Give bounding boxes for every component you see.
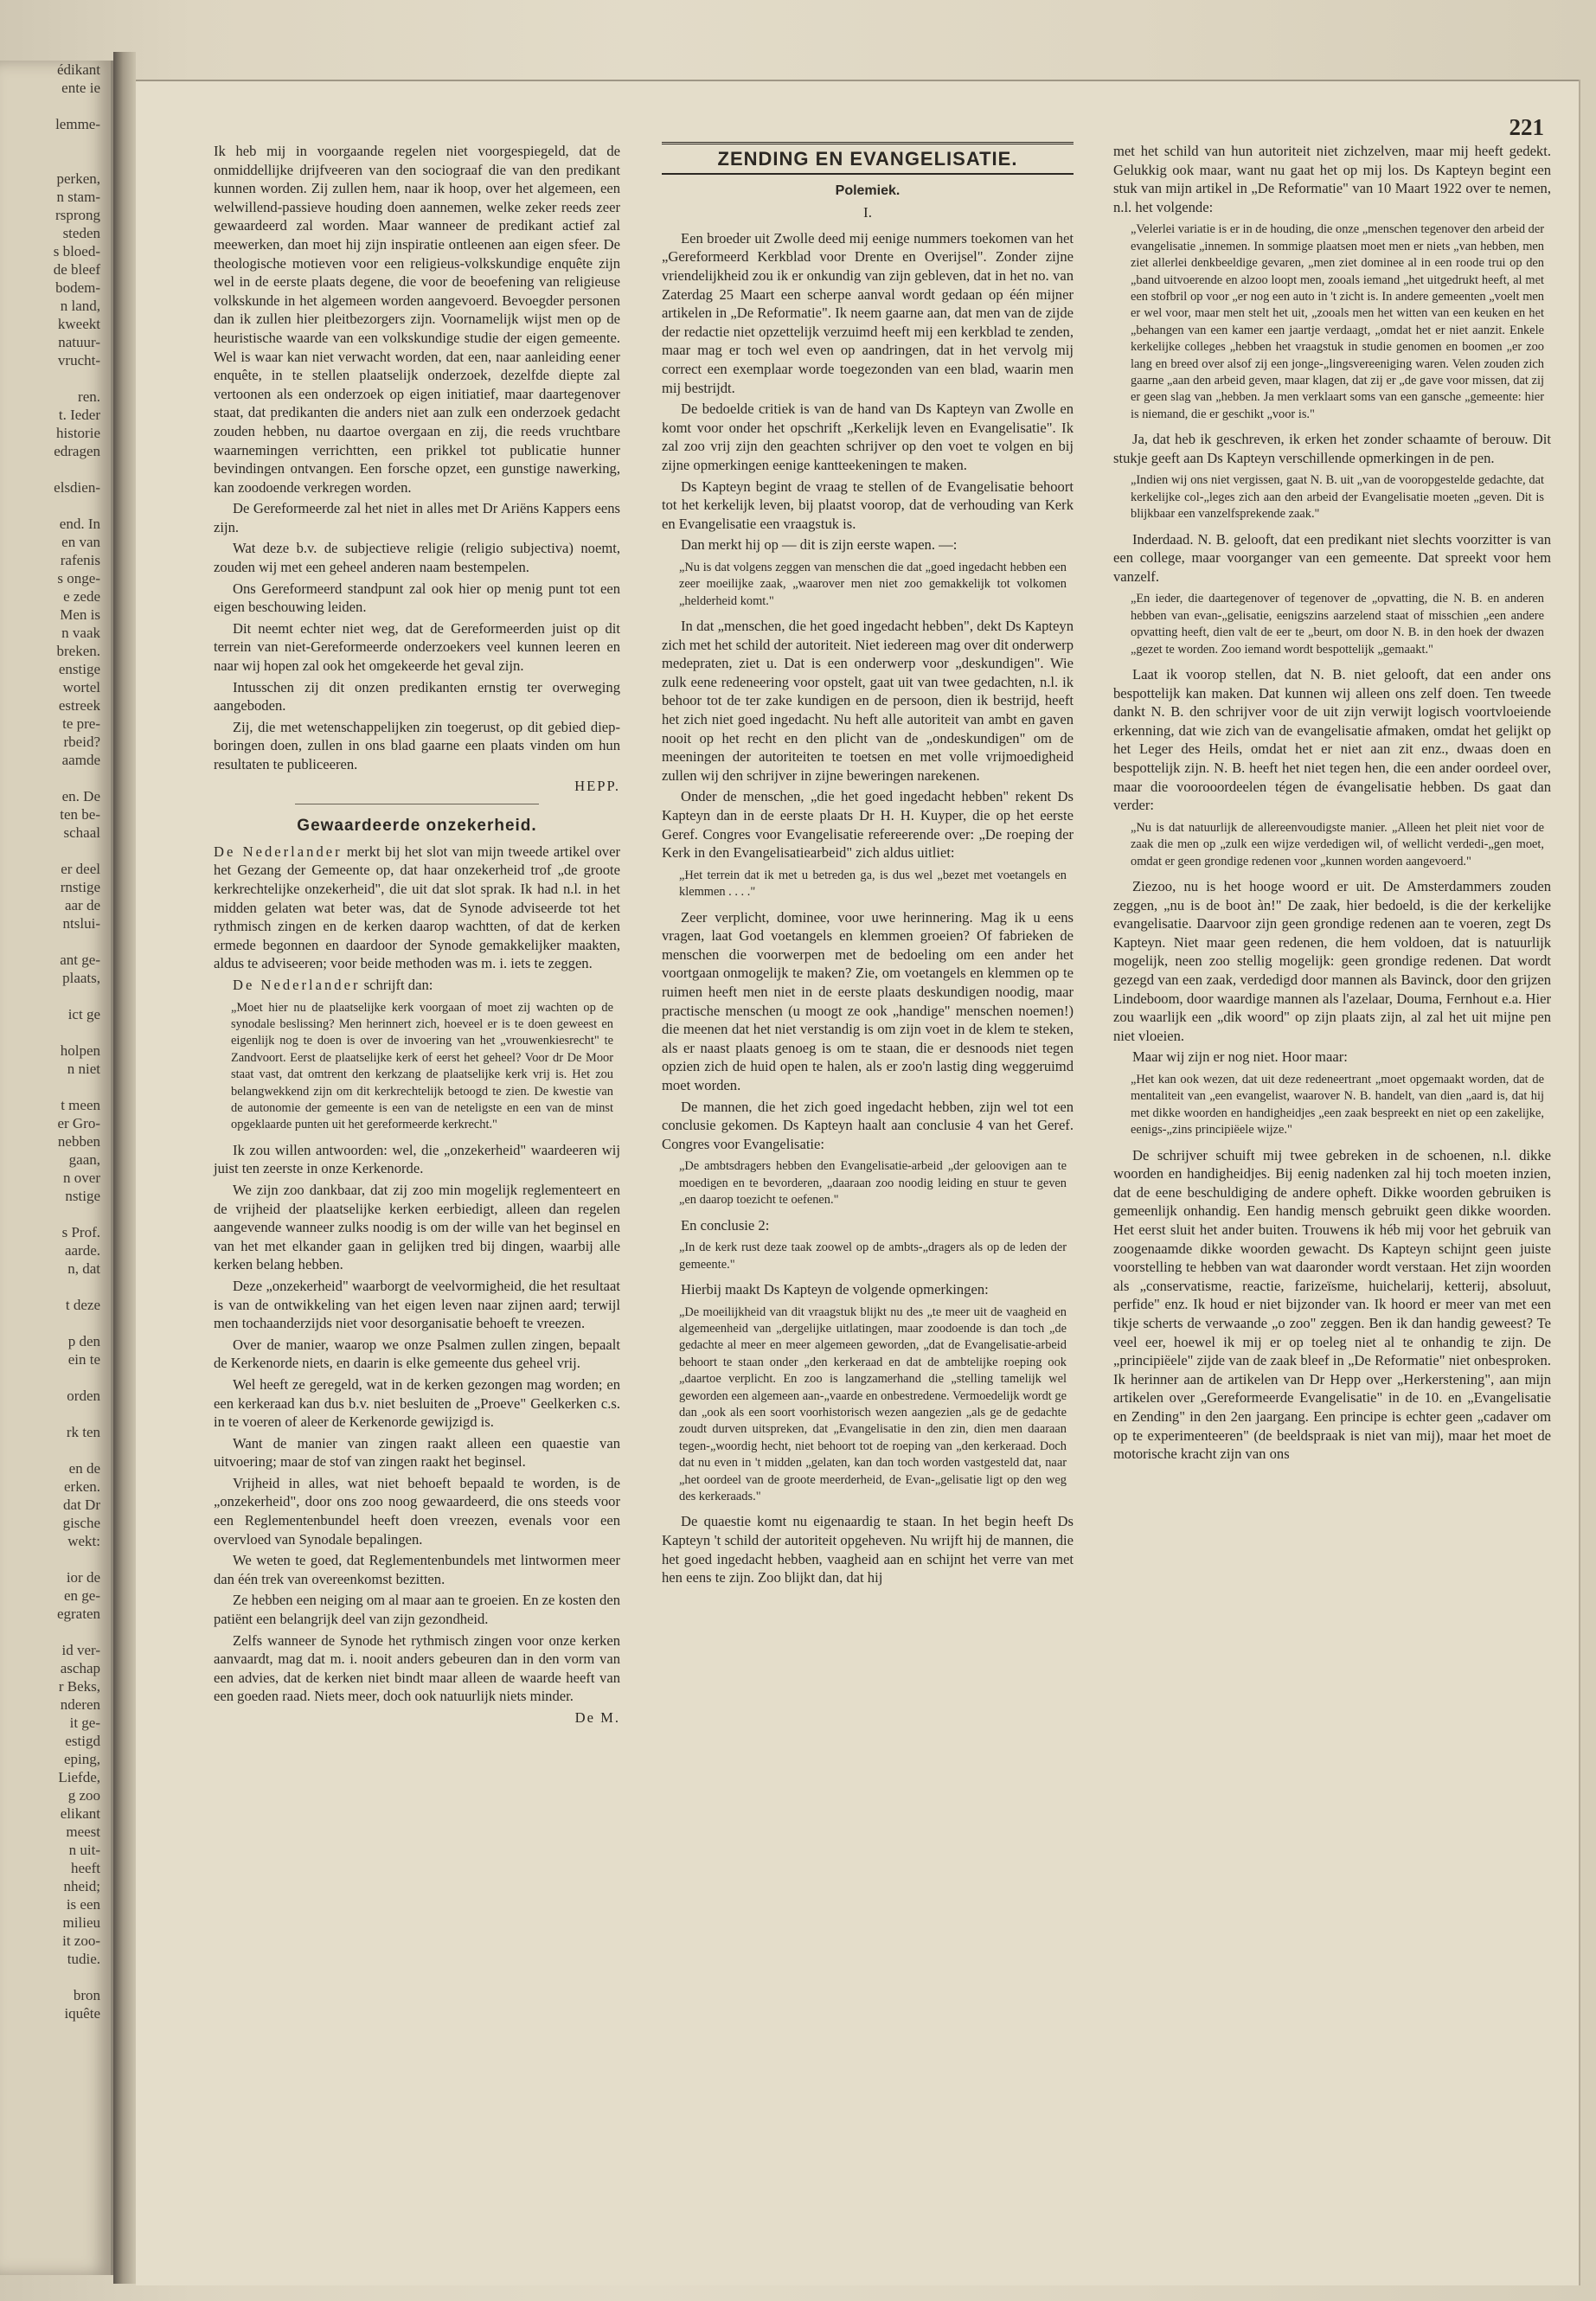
previous-page-fragment: [0, 1078, 111, 1096]
previous-page-fragment: n, dat: [67, 1260, 100, 1277]
previous-page-fragment: rnstige: [60, 879, 100, 895]
paragraph: Zeer verplicht, dominee, voor uwe herinnering. Mag ik u eens vragen, laat God voetangels en klemmen groeien? Of fabrieken de menschen die voorwerpen met de bedoeling om een ander het voortgaan onmogelijk te maken? Zie, om voetangels en klemmen op te ruimen heeft men niet in de eerste plaats deskundigen noodig, maar practische menschen (u moogt ze ook „handige" menschen noemen!) die meenen dat het niet verstandig is om zijn voet in de klem te steken, als er naast plaats genoeg is om te staan, die er desnoods niet tegen opzien zich de huid open te halen, als er zoo'n lastig ding weggeruimd moet worden.: [662, 908, 1074, 1093]
page-number: 221: [1509, 114, 1544, 140]
paragraph: Dit neemt echter niet weg, dat de Gereformeerden juist op dit terrein van niet-Gereformeerde onderzoekers veel kunnen leeren en naar wij hopen zal ook het omgekeerde het geval zijn.: [214, 619, 620, 675]
section-banner: ZENDING EN EVANGELISATIE.: [662, 142, 1074, 175]
previous-page-fragment: estigd: [65, 1733, 100, 1749]
previous-page-fragment: rk ten: [66, 1424, 100, 1440]
previous-page-fragment: t deze: [65, 1297, 100, 1313]
previous-page-fragment: vrucht-: [57, 352, 100, 369]
quote: „Indien wij ons niet vergissen, gaat N. B. uit „van de vooropgestelde gedachte, dat kerkelijke col-„leges zich aan den arbeid der Evangelisatie moeten „geven. Dit is blijkbaar een vanzelfsprekende zaak.": [1131, 473, 1544, 522]
paragraph: Want de manier van zingen raakt alleen een quaestie van uitvoering; maar de stof van zingen raakt het beginsel.: [214, 1434, 620, 1471]
previous-page-fragment: nebben: [57, 1133, 100, 1150]
previous-page-fragment: rbeid?: [63, 734, 100, 750]
paragraph: We zijn zoo dankbaar, dat zij zoo min mogelijk reglementeert en de vrijheid der plaatselijke kerken eerbiedigt, alleen dan regelen aangevende wanneer zulks noodig is om der wille van het beginsel en van het met elkander gaan in gelijken tred bij dingen, waarbij alle kerken belang hebben.: [214, 1181, 620, 1273]
paragraph: Zij, die met wetenschappelijken zin toegerust, op dit gebied diep-boringen doen, zullen in ons blad gaarne een plaats vinden om hun resultaten te publiceeren.: [214, 718, 620, 772]
article-subtitle: Polemiek.: [835, 183, 901, 198]
previous-page-fragment: [0, 842, 111, 860]
previous-page-fragment: edragen: [54, 443, 100, 459]
paragraph: Ze hebben een neiging om al maar aan te groeien. En ze kosten den patiënt een belangrijk deel van zijn gezondheid.: [214, 1592, 620, 1628]
paragraph: De quaestie komt nu eigenaardig te staan. In het begin heeft Ds Kapteyn 't schild der autoriteit opgeheven. Nu wrijft hij de mannen, die het goed ingedacht hebben, vaagheid aan en schijnt het verre van met hen eens te zijn. Zoo blijkt dan, dat hij: [662, 1513, 1074, 1586]
previous-page-fragment: it ge-: [69, 1715, 100, 1731]
previous-page-fragment: schaal: [63, 824, 100, 841]
previous-page-fragment: s Prof.: [61, 1224, 100, 1240]
previous-page-fragment: wekt:: [67, 1533, 100, 1549]
quote: „Het kan ook wezen, dat uit deze redeneertrant „moet opgemaakt worden, dat de mentaliteit van „een evangelist, waarover N. B. handelt, van dien „aard is, dat hij met dikke woorden en handigheidjes „een zaak bespreekt en niet op een zakelijke, eenigs-„zins principiëele wijze.": [1131, 1072, 1544, 1138]
previous-page-fragment: n niet: [67, 1061, 100, 1077]
previous-page-fragment: tudie.: [67, 1951, 100, 1967]
column-right: [1113, 142, 1551, 1466]
previous-page-fragment: er Gro-: [57, 1115, 100, 1131]
previous-page-fragment: milieu: [62, 1914, 100, 1931]
previous-page-fragment: gische: [62, 1515, 100, 1531]
previous-page-fragment: [0, 1368, 111, 1387]
signature: De M.: [574, 1709, 620, 1726]
previous-page-fragment: holpen: [60, 1042, 100, 1059]
previous-page-fragment: iquête: [64, 2005, 100, 2022]
previous-page-fragment: it zoo-: [62, 1932, 100, 1949]
previous-page-fragment: kweekt: [57, 316, 100, 332]
previous-page-fragment: egraten: [56, 1606, 100, 1622]
previous-page-fragment: [0, 97, 111, 115]
quote: „En ieder, die daartegenover of tegenover de „opvatting, die N. B. en anderen hebben van evan-„gelisatie, eenigszins aarzelend staat of misschien „een andere opvatting heeft, dien valt de eer te „beurt, om door N. B. in den hoek der dwazen „gezet te worden. Zoo iemand wordt bespottelijk „gemaakt.": [1131, 592, 1544, 657]
previous-page-fragment: [0, 1441, 111, 1459]
previous-page-fragment: enstige: [58, 661, 100, 677]
previous-page-fragment: estreek: [58, 697, 100, 714]
previous-page-fragment: [0, 769, 111, 787]
previous-page-fragment: aamde: [61, 752, 100, 768]
previous-page-fragment: heeft: [71, 1860, 100, 1876]
previous-page-fragment: Liefde,: [58, 1769, 100, 1785]
previous-page-fragment: e zede: [63, 588, 100, 605]
previous-page-fragment: elsdien-: [54, 479, 100, 496]
previous-page-fragment: en. De: [61, 788, 100, 804]
previous-page-fragment: perken,: [56, 170, 100, 187]
previous-page-fragment: ren.: [78, 388, 100, 405]
paragraph: Inderdaad. N. B. gelooft, dat een predikant niet slechts voorzitter is van een college, maar voorganger van een gemeente. Dat spreekt voor hem vanzelf.: [1113, 530, 1551, 585]
previous-page-fragment: rafenis: [60, 552, 100, 568]
previous-page-fragment: n vaak: [61, 625, 100, 641]
previous-page-fragment: end. In: [59, 516, 100, 532]
newspaper-name: De Nederlander: [233, 976, 361, 993]
paragraph-text: schrijft dan:: [360, 976, 433, 993]
previous-page-fragment: te pre-: [62, 715, 100, 732]
previous-page-fragment: en de: [68, 1460, 100, 1477]
previous-page-fragment: ten be-: [60, 806, 100, 823]
paragraph: Ds Kapteyn begint de vraag te stellen of de Evangelisatie behoort tot het kerkelijk leven, bij plaatst voorop, dat de verhouding van Kerk en Evangelisatie een vraagstuk is.: [662, 478, 1074, 532]
paragraph: Ja, dat heb ik geschreven, ik erken het zonder schaamte of berouw. Dit stukje geeft aan Ds Kapteyn verschillende opmerkingen in de pen.: [1113, 431, 1551, 466]
previous-page-fragment: aarde.: [64, 1242, 100, 1259]
paragraph: We weten te goed, dat Reglementenbundels met lintwormen meer dan één trek van overeenkomst bezitten.: [214, 1552, 620, 1587]
previous-page-fragment: n land,: [60, 298, 100, 314]
paragraph: Deze „onzekerheid" waarborgt de veelvormigheid, die het resultaat is van de ontwikkeling van het eigen leven naar zijnen aard; terwijl men tochaanderzijds niet voor desorganisatie behoeft te vreezen.: [214, 1277, 620, 1332]
previous-page-fragment: historie: [56, 425, 100, 441]
paragraph: De mannen, die het zich goed ingedacht hebben, zijn wel tot een conclusie gekomen. Ds Kapteyn haalt aan conclusie 4 van het Geref. Congres voor Evangelisatie:: [662, 1098, 1074, 1152]
previous-page-fragment: [0, 133, 111, 151]
previous-page-fragment: plaats,: [62, 970, 100, 986]
previous-page-fragment: [0, 1278, 111, 1296]
paragraph: Laat ik voorop stellen, dat N. B. niet gelooft, dat een ander ons bespottelijk kan maken. Dat kunnen wij alleen ons zelf doen. Ten tweede dankt N. B. den schrijver voor de uit zijn verwijt logisch voortvloeiende erkenning, dat wie zich van de evangelisatie afmaken, omdat het gelijkt op het Leger des Heils, omdat het er niet aan zit enz., dwaas doen en bespottelijk zijn. N. B. heeft het niet tegen hen, die een ander oordeel over, maar die voorooordeelen tégen de évangelisatie hebben. Ds gaat dan verder:: [1113, 666, 1551, 814]
previous-page-fragment: n over: [63, 1170, 100, 1186]
quote: „Moet hier nu de plaatselijke kerk voorgaan of moet zij wachten op de synodale beslissing? Men herinnert zich, hoeveel er is te doen geweest en eigenlijk nog te doen is over de invoering van het „vrouwenkiesrecht" te Zandvoort. Eerst de plaatselijke kerk of eerst het geheel? Voor dr De Moor staat vast, dat omtrent den kerkzang de plaatselijke kerk vrij is. Het zou belangwekkend zijn om dit kerkrechtelijk betoogd te zien. De kwestie van de autonomie der gemeente is een van de neteligste en een van de minst opgeklaarde punten uit het gereformeerde kerkrecht.": [231, 1000, 613, 1132]
article-title: Gewaardeerde onzekerheid.: [297, 817, 537, 836]
paragraph: met het schild van hun autoriteit niet zichzelven, maar mij heeft gedekt. Gelukkig ook maar, want nu gaat het op mij los. Ds Kapteyn begint een stuk van mijn artikel in „De Reformatie" van 10 Maart 1922 over te nemen, n.l. het volgende:: [1113, 143, 1551, 215]
paragraph: Maar wij zijn er nog niet. Hoor maar:: [1132, 1048, 1348, 1066]
paragraph: Wel heeft ze geregeld, wat in de kerken gezongen mag worden; en een kerkeraad kan dus b.v. niet besluiten de „Proeve" Geelkerken c.s. in te voeren of aleer de Kerkenorde gewijzigd is.: [214, 1375, 620, 1431]
paragraph: Over de manier, waarop we onze Psalmen zullen zingen, bepaalt de Kerkenorde niets, en daarin is elke gemeente dus geheel vrij.: [214, 1336, 620, 1372]
previous-page-fragment: [0, 1205, 111, 1223]
hepp-article: [214, 142, 620, 795]
previous-page-fragment: steden: [62, 225, 100, 241]
quote: „De moeilijkheid van dit vraagstuk blijkt nu des „te meer uit de vaagheid en algemeenheid van „dergelijke uitlatingen, maar zoodoende is dan toch „de gedachte al meer en meer algemeen geworden, „dat de Evangelisatie-arbeid behoort te staan onder „den kerkeraad en dat de ambtelijke roeping ook „daartoe verplicht. En zoo is langzamerhand die „stelling tamelijk wel geworden een algemeen aan-„vaarde en onbestredene. Vermoedelijk wordt ge dan „ook als een soort voorhistorisch wezen aangezien „als ge de gedachte zoudt durven uitspreken, dat „Evangelisatie in den zin, dien men daaraan tegen-„woordig hecht, niet behoort tot de roeping van „den kerkeraad. Doch dat nu even in 't midden „gelaten, kan dan toch worden vastgesteld dat, naar „het oordeel van de groote meerderheid, de Evan-„gelisatie ligt op den weg des kerkeraads.": [679, 1304, 1067, 1504]
previous-page-fragment: ant ge-: [60, 952, 100, 968]
previous-page-fragment: s onge-: [57, 570, 100, 586]
quote: „In de kerk rust deze taak zoowel op de ambts-„dragers als op de leden der gemeente.": [679, 1240, 1067, 1272]
previous-page-fragment: Men is: [60, 606, 100, 623]
previous-page-fragment: [0, 1405, 111, 1423]
paragraph: Ziezoo, nu is het hooge woord er uit. De Amsterdammers zouden zeggen, „nu is de boot àn!" De zaak, hier bedoeld, is die der kerkelijke evangelisatie. Daarvoor zijn geen grondige redenen aan te voeren, zegt Ds Kapteyn. Niet maar geen redenen, die hem voldoen, dat is natuurlijk mogelijk, neen zoo stellig mogelijk: geen grondige redenen. Dat wordt gezegd van een zaak, verdedigd door mannen als Bavinck, door den grijzen Lindeboom, door waardige mannen als l'azelaar, Douma, Fernhout e.a. Hier zou waarlijk een „dik woord" op zijn plaats zijn, al zal het uit mijne pen niet vloeien.: [1113, 878, 1551, 1044]
previous-page-fragment: nstige: [65, 1188, 100, 1204]
previous-page-fragment: en ge-: [63, 1587, 100, 1604]
previous-page-fragment: p den: [67, 1333, 100, 1349]
quote: „De ambtsdragers hebben den Evangelisatie-arbeid „der geloovigen aan te moedigen en te bevorderen, „daaraan zoo noodig leiding en stuur te geven „en daarop toezicht te oefenen.": [679, 1159, 1067, 1208]
gewaardeerde-article: [214, 843, 620, 1727]
book-gutter: [113, 52, 136, 2284]
previous-page-fragment: ente ie: [61, 80, 100, 96]
previous-page-fragment: r Beks,: [58, 1678, 100, 1695]
paragraph-text: merkt bij het slot van mijn tweede artikel over het Gezang der Gemeente op, dat haar onzekerheid trof „de groote kerkrechtelijke onzekerheid", die uit dat slot sprak. Ik had n.l. in het midden gelaten wat beter was, dat de Synode adviseerde tot het rythmisch zingen en de kerken daarop wachtten, of dat de kerken ermede begonnen en daardoor der Synode gemakkelijker maakten, aldus te adviseeren; voor beide methoden was m. i. iets te zeggen.: [214, 843, 620, 972]
paragraph: De bedoelde critiek is van de hand van Ds Kapteyn van Zwolle en komt voor onder het opschrift „Kerkelijk leven en Evangelisatie". Ik zal zoo vrij zijn den geachten schrijver op den voet te volgen en bij zijne opmerkingen eenige kantteekeningen te maken.: [662, 401, 1074, 473]
paragraph: In dat „menschen, die het goed ingedacht hebben", dekt Ds Kapteyn zich met het schild der autoriteit. Niet iedereen mag over dit onderwerp medepraten, ziet u. Dat is een onderwerp voor „deskundigen". Wie zulk eene redeneering voor opstelt, gaat uit van twee gedachten, n.l. ik behoor tot de ter zake kundigen en de persoon, dien ik bestrijd, heeft het zich niet goed ingedacht. Nu heft alle autoriteit van ambt en gaven nooit op het recht en den plicht van de „ondeskundigen" om de meeningen der autoriteiten te toetsen en met volle vrijmoedigheid zullen wij den schrijver in zijne beweringen narekenen.: [662, 618, 1074, 784]
paragraph: En conclusie 2:: [681, 1216, 770, 1234]
previous-page-fragment: [0, 1023, 111, 1042]
previous-page-fragment: lemme-: [55, 116, 100, 132]
previous-page-fragment: id ver-: [61, 1642, 100, 1658]
previous-page-fragment: [0, 1314, 111, 1332]
column-middle: [662, 142, 1074, 1590]
previous-page-fragment: g zoo: [67, 1787, 100, 1804]
paragraph: Dan merkt hij op — dit is zijn eerste wapen. —:: [681, 536, 958, 554]
previous-page-fragment: ict ge: [67, 1006, 100, 1022]
newspaper-name: De Nederlander: [214, 843, 343, 860]
previous-page-fragment: erken.: [63, 1478, 100, 1495]
column-left: [214, 142, 620, 1730]
previous-page-fragment: en van: [61, 534, 100, 550]
paragraph: Intusschen zij dit onzen predikanten ernstig ter overweging aangeboden.: [214, 678, 620, 715]
previous-page-fragment: gaan,: [68, 1151, 100, 1168]
part-number: I.: [863, 204, 872, 221]
paragraph: Wat deze b.v. de subjectieve religie (religio subjectiva) noemt, zouden wij met een geheel anderen naam bestempelen.: [214, 540, 620, 576]
paragraph: De Gereformeerde zal het niet in alles met Dr Ariëns Kappers eens zijn.: [214, 500, 620, 535]
previous-page-fragment: [0, 987, 111, 1005]
previous-page-fragment: ior de: [66, 1569, 100, 1586]
paragraph: Ik zou willen antwoorden: wel, die „onzekerheid" waardeeren wij juist ten zeerste in onze Kerkenorde.: [214, 1141, 620, 1177]
previous-page-fragment: is een: [66, 1896, 100, 1913]
previous-page-fragment: bron: [73, 1987, 100, 2003]
paragraph: Onder de menschen, „die het goed ingedacht hebben" rekent Ds Kapteyn dan in de eerste plaats Dr H. H. Kuyper, die op het eerste Geref. Congres voor Evangelisatie refereerende over: „De roeping der Kerk in den Evangelisatiearbeid" zich aldus uitliet:: [662, 788, 1074, 862]
previous-page-fragment: bodem-: [55, 279, 100, 296]
previous-page-fragment: édikant: [56, 61, 100, 78]
previous-page-fragment: [0, 1968, 111, 1986]
previous-page-fragment: dat Dr: [63, 1497, 100, 1513]
paragraph: Hierbij maakt Ds Kapteyn de volgende opmerkingen:: [681, 1280, 989, 1298]
previous-page-fragment: breken.: [56, 643, 100, 659]
previous-page-edge: [0, 61, 113, 2275]
previous-page-fragment: [0, 497, 111, 515]
previous-page-fragment: ein te: [67, 1351, 100, 1368]
previous-page-fragment: de bleef: [53, 261, 100, 278]
paragraph: Ons Gereformeerd standpunt zal ook hier op menig punt tot een eigen beschouwing leiden.: [214, 580, 620, 616]
previous-page-fragment: n uit-: [68, 1842, 100, 1858]
paragraph: Een broeder uit Zwolle deed mij eenige nummers toekomen van het „Gereformeerd Kerkblad voor Drente en Overijsel". Zonder zijne vriendelijkheid zou ik er onkundig van zijn gebleven, dat in het no. van Zaterdag 25 Maart een scherpe aanval wordt gedaan op één mijner artikelen in „De Reformatie". Ik neem gaarne aan, dat men van de zijde der redactie niet opzettelijk verzuimd heeft mij een kerkblad te zenden, maar mag er toch wel even op aandringen, dat in het vervolg mij correct een exemplaar worde toegezonden van een blad, waarin men mij bestrijdt.: [662, 229, 1074, 396]
previous-page-fragment: nheid;: [63, 1878, 100, 1894]
previous-page-fragment: aar de: [64, 897, 100, 913]
previous-page-fragment: n stam-: [56, 189, 100, 205]
previous-page-fragment: er deel: [61, 861, 100, 877]
quote: „Nu is dat natuurlijk de allereenvoudigste manier. „Alleen het pleit niet voor de zaak die men op „zulk een wijze verdedigen wil, of wellicht verdedi-„gen moet, omdat er geen grondige redenen voor „kunnen worden aangevoerd.": [1131, 820, 1544, 868]
paragraph: De schrijver schuift mij twee gebreken in de schoenen, n.l. dikke woorden en handigheidjes. Bij eenig nadenken zal hij toch moeten inzien, dat de eene beschuldiging de andere opheft. Dikke woorden gebruiken is gemeenlijk onhandig. Een handig mensch gebruikt geen dikke woorden. Het eerst sluit het ander buiten. Trouwens ik héb mij voor het gebruik van zoogenaamde dikke woorden gewacht. Ds Kapteyn schijnt geen juiste voorstelling te hebben van wat daaronder wordt verstaan. Het zijn woorden als „conservatisme, reactie, farizeïsme, huichelarij, ketterij, absoluut, perfide" enz. Ik houd er niet bijzonder van. Ik hoord er meer van met een tikje scherts de verwaande „o zoo" zeggen. Ben ik dan handig geweest? Te veel eer, hoewel ik mij er op toeleg niet al te onhandig te zijn. De „principiëele" zijde van de zaak bleef in „De Reformatie" niet onbesproken. Ik herinner aan de artikelen van Dr Hepp over „Herkerstening", aan mijn artikelen over „Gereformeerde Evangelisatie" in de 10. en „Evangelisatie en Zending" in den 2en jaargang. Een principe is echter geen „cadaver om op te experimenteeren" (de beeldspraak is niet van mij), maar het moet de motorische kracht zijn van ons: [1113, 1146, 1551, 1463]
previous-page-fragment: rsprong: [55, 207, 100, 223]
previous-page-fragment: natuur-: [58, 334, 100, 350]
paragraph: Ik heb mij in voorgaande regelen niet voorgespiegeld, dat de onmiddellijke drijfveeren van den sociograaf die van den predikant kunnen worden. Zij zullen hem, naar ik hoop, over het algemeen, een welwillend-passieve houding doen aannemen, welke zeker reeds zeer gewaardeerd zal worden. Maar wanneer de predikant actief zal meewerken, dan moet hij zijn inspiratie ontleenen aan eigen sfeer. De theologische motieven voor een religieus-volkskundige enquête zijn wel in de eerste plaats degene, die voor de beoefening van religieuse volkskunde in het algemeen worden aangevoerd. Bevoegder personen dan ik zullen hier pleitbezorgers zijn. Voornamelijk wijst men op de heuristische waarde van een volkskundige studie der eigen gemeente. Wel is waar kan niet verwacht worden, dat een, naar aanleiding eener enquête, in te stellen plaatselijk onderzoek, dezelfde diepte zal vertoonen als een onderzoek op eigen initiatief, maar daartegenover staat, dat predikanten die anders niet aan zulk een onderzoek gedacht zouden hebben, nu daartoe overgaan en zij, die reeds vruchtbare waarnemingen verrichtten, een prikkel tot publicatie hunner bevindingen ontvangen. Een forsche opzet, een gunstige nawerking, kan zoodoende verkregen worden.: [214, 143, 620, 496]
previous-page-fragment: [0, 933, 111, 951]
paragraph: Vrijheid in alles, wat niet behoeft bepaald te worden, is de „onzekerheid", door ons zoo noog gewaardeerd, die ons steeds voor een Reglementenbundel heeft doen vreezen, evenals voor een overvloed van Synodale bepalingen.: [214, 1474, 620, 1548]
newspaper-page: [136, 80, 1579, 2285]
previous-page-fragment: eping,: [63, 1751, 100, 1767]
previous-page-fragment: elikant: [60, 1805, 100, 1822]
paragraph: Zelfs wanneer de Synode het rythmisch zingen voor onze kerken aanvaardt, mag dat m. i. nooit anders gebeuren dan in den vorm van een advies, dat de kerken niet bindt maar alleen de waarde heeft van een goeden raad. Niets meer, doch ook natuurlijk niets minder.: [214, 1631, 620, 1705]
previous-page-fragment: t meen: [61, 1097, 100, 1113]
previous-page-fragment: [0, 460, 111, 478]
quote: „Nu is dat volgens zeggen van menschen die dat „goed ingedacht hebben een zeer moeilijke zaak, „waarover men niet zoo gemakkelijk tot volkomen „helderheid komt.": [679, 560, 1067, 608]
previous-page-fragment: [0, 151, 111, 170]
previous-page-fragment: s bloed-: [53, 243, 100, 260]
previous-page-fragment: [0, 369, 111, 388]
quote: „Het terrein dat ik met u betreden ga, is dus wel „bezet met voetangels en klemmen . . . .": [679, 868, 1067, 900]
previous-page-fragment: meest: [66, 1823, 100, 1840]
previous-page-fragment: ntslui-: [62, 915, 100, 932]
signature: HEPP.: [574, 777, 620, 794]
previous-page-fragment: t. Ieder: [58, 407, 100, 423]
previous-page-fragment: [0, 1623, 111, 1641]
previous-page-fragment: orden: [67, 1388, 100, 1404]
previous-page-fragment: nderen: [60, 1696, 100, 1713]
quote: „Velerlei variatie is er in de houding, die onze „menschen tegenover den arbeid der evangelisatie „innemen. In sommige plaatsen moet men er niets „van hebben, men ziet allerlei denkbeeldige gevaren, „men ziet dominee al in een roode trui op den „band uitvoerende en alzoo loopt men, zooals iemand „het uitgedrukt heeft, al met een stofbril op voor „er nog een auto in 't zicht is. In andere gemeenten „voelt men er wel voor, maar men stelt het uit, „zooals men het witten van een keuken en het „behangen van een kamer een jaartje verdaagt, „omdat het er niet aanzit. Enkele kerkelijke colleges „hebben het vraagstuk in studie genomen en boomen „er zoo lang en breed over alsof zij een jonge-„lingsvereeniging waren. Velen zouden zich gaarne „aan den arbeid geven, maar klagen, dat zij er „de gave voor missen, dat zij er geen slag van „hebben. Ja men verklaart soms van een gansche „gemeente: hier is niemand, die er geschikt „voor is.": [1131, 222, 1544, 421]
previous-page-fragment: wortel: [62, 679, 100, 695]
previous-page-fragment: aschap: [60, 1660, 100, 1676]
previous-page-fragment: [0, 1550, 111, 1568]
